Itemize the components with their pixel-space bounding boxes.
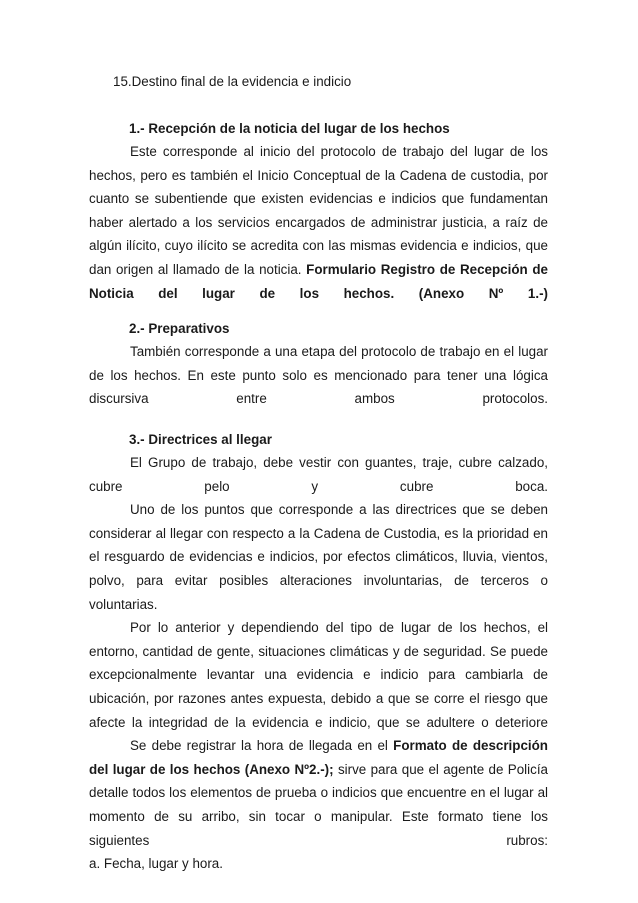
section-3-body	[89, 451, 548, 876]
section-3-paragraph-4-end: sirve para que el agente de Policía detalle todos los elementos de prueba o indicios que encuentre en el lugar al momento de su arribo, sin tocar o manipular. Este formato tiene los siguientes rubros:	[89, 761, 548, 848]
section-1-body	[89, 140, 548, 305]
section-3-paragraph-1: El Grupo de trabajo, debe vestir con guantes, traje, cubre calzado, cubre pelo y cubre boca.	[89, 455, 548, 494]
section-1-paragraph: Este corresponde al inicio del protocolo de trabajo del lugar de los hechos, pero es también el Inicio Conceptual de la Cadena de custodia, por cuanto se subentiende que existen evidencias e indicios que fundamentan haber alertado a los servicios encargados de administrar justicia, a raíz de algún ilícito, cuyo ilícito se acredita con las mismas evidencia e indicios, que dan origen al llamado de la noticia.	[89, 144, 548, 277]
section-3-form-reference: Formato de descripción del lugar de los hechos (Anexo Nº2.-);	[89, 738, 548, 777]
section-3-heading: 3.- Directrices al llegar	[129, 432, 272, 447]
section-2-paragraph: También corresponde a una etapa del protocolo de trabajo en el lugar de los hechos. En este punto solo es mencionado para tener una lógica discursiva entre ambos protocolos.	[89, 344, 548, 407]
section-2-heading: 2.- Preparativos	[129, 321, 230, 336]
section-1-form-reference: Formulario Registro de Recepción de Noticia del lugar de los hechos. (Anexo Nº 1.-)	[89, 261, 548, 301]
section-3-item-a: a. Fecha, lugar y hora.	[89, 856, 223, 872]
list-item-15: 15.Destino final de la evidencia e indicio	[113, 74, 352, 89]
section-1-heading: 1.- Recepción de la noticia del lugar de los hechos	[129, 121, 450, 136]
section-2-body	[89, 340, 548, 411]
section-3-paragraph-4-start: Se debe registrar la hora de llegada en el	[130, 738, 388, 754]
section-3-paragraph-3: Por lo anterior y dependiendo del tipo de lugar de los hechos, el entorno, cantidad de gente, situaciones climáticas y de seguridad. Se puede excepcionalmente levantar una evidencia e indicio para cambiarla de ubicación, por razones antes expuesta, debido a que se corre el riesgo que afecte la integridad de la evidencia e indicio, que se adultere o deteriore	[89, 620, 548, 730]
section-3-paragraph-2: Uno de los puntos que corresponde a las directrices que se deben considerar al llegar con respecto a la Cadena de Custodia, es la prioridad en el resguardo de evidencias e indicios, por efectos climáticos, lluvia, vientos, polvo, para evitar posibles alteraciones involuntarias, de terceros o voluntarias.	[89, 502, 548, 612]
